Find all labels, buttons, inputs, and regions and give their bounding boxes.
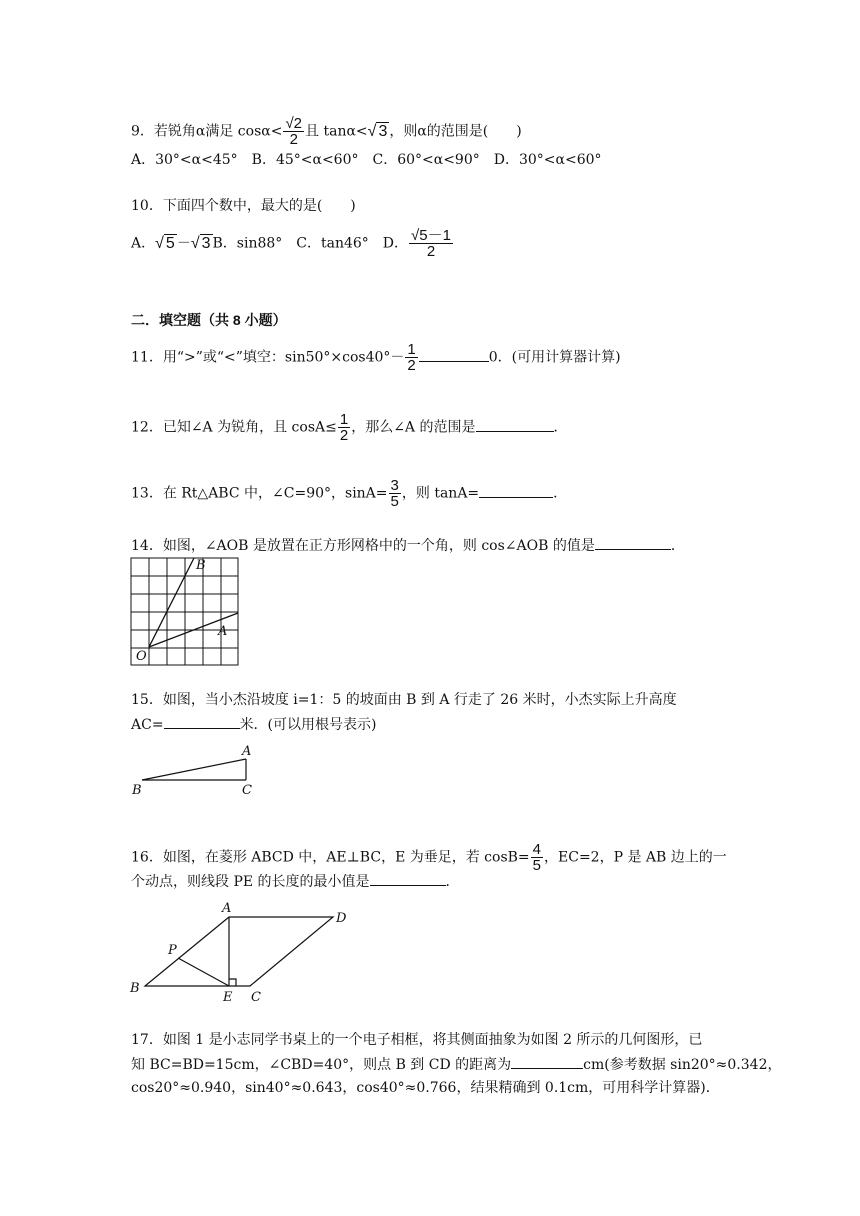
q15-line1: 15．如图，当小杰沿坡度 i=1：5 的坡面由 B 到 A 行走了 26 米时，小杰实际上升高度 bbox=[131, 692, 677, 708]
q12-answer-blank[interactable] bbox=[476, 417, 554, 432]
q16-line1: 16．如图，在菱形 ABCD 中，AE⊥BC，E 为垂足，若 cosB= $\frac{4}{5}$ ，EC=2，P 是 AB 边上的一 bbox=[131, 841, 727, 874]
ray-OB bbox=[149, 558, 194, 647]
label-P: P bbox=[168, 943, 177, 958]
q9-sqrt: √ 3 bbox=[367, 122, 388, 140]
q17-line1: 17．如图 1 是小志同学书桌上的一个电子相框，将其侧面抽象为如图 2 所示的几何图形，已 bbox=[131, 1032, 703, 1048]
q15-answer-blank[interactable] bbox=[164, 714, 240, 729]
label-C: C bbox=[251, 990, 261, 1005]
q17-line2: 知 BC=BD=15cm，∠CBD=40°，则点 B 到 CD 的距离为 cm(参考数据 sin20°≈0.342， bbox=[131, 1054, 781, 1075]
section-heading: 二．填空题（共 8 小题） bbox=[131, 312, 287, 328]
label-B: B bbox=[132, 783, 142, 798]
q17-line3: cos20°≈0.940，sin40°≈0.643，cos40°≈0.766，结果精确到 0.1cm，可用科学计算器)． bbox=[131, 1080, 720, 1096]
q15-slope-figure bbox=[128, 740, 258, 800]
q10-stem: 10．下面四个数中，最大的是( ) bbox=[131, 198, 356, 214]
q11-answer-blank[interactable] bbox=[419, 347, 489, 362]
q11-stem: 11．用“>”或“<”填空：sin50°×cos40°－ $\frac{1}{2}$ 0．(可用计算器计算) bbox=[131, 341, 621, 374]
label-D: D bbox=[336, 911, 347, 926]
label-A: A bbox=[218, 624, 228, 639]
q16-line2: 个动点，则线段 PE 的长度的最小值是 ． bbox=[131, 871, 460, 892]
q17-answer-blank[interactable] bbox=[511, 1054, 583, 1069]
label-O: O bbox=[136, 649, 147, 664]
q16-rhombus-figure bbox=[128, 900, 358, 1005]
q9-options: A．30°<α<45° B．45°<α<60° C．60°<α<90° D．30°<α<60° bbox=[131, 152, 602, 168]
q14-stem: 14．如图，∠AOB 是放置在正方形网格中的一个角，则 cos∠AOB 的值是 ． bbox=[131, 535, 685, 556]
label-C: C bbox=[242, 783, 252, 798]
q15-line2: AC= 米．(可以用根号表示) bbox=[131, 714, 377, 735]
q9-fraction: $\frac{√2}{2}$ bbox=[285, 115, 303, 148]
q10-d-fraction: $\frac{√5-1}{2}$ bbox=[411, 227, 451, 260]
label-E: E bbox=[223, 990, 233, 1005]
q10-options: A．√ 5 －√ 3 B．sin88° C．tan46° D． $\frac{√5-1}{2}$ bbox=[131, 227, 451, 260]
q16-answer-blank[interactable] bbox=[370, 871, 446, 886]
q13-stem: 13．在 Rt△ABC 中，∠C=90°，sinA= $\frac{3}{5}$ ，则 tanA= ． bbox=[131, 477, 568, 510]
label-A: A bbox=[222, 901, 232, 916]
q9-stem: 9．若锐角α满足 cosα< $\frac{√2}{2}$ 且 tanα<√ 3 ，则α的范围是( ) bbox=[131, 115, 522, 148]
q14-grid-figure bbox=[128, 555, 243, 670]
label-B: B bbox=[196, 558, 206, 573]
label-A: A bbox=[242, 744, 252, 759]
label-B: B bbox=[130, 981, 140, 996]
q14-answer-blank[interactable] bbox=[595, 535, 671, 550]
q12-stem: 12．已知∠A 为锐角，且 cosA≤ $\frac{1}{2}$ ，那么∠A 的范围是 ． bbox=[131, 411, 568, 444]
q13-answer-blank[interactable] bbox=[479, 483, 553, 498]
